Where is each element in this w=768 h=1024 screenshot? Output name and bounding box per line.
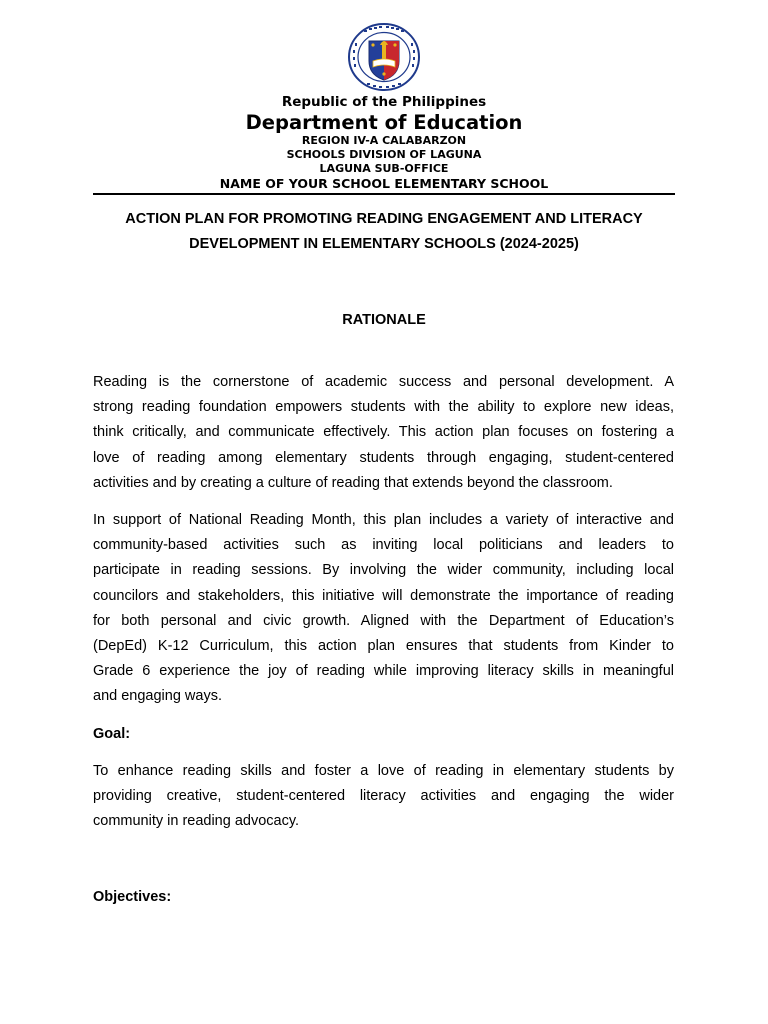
letterhead-republic: Republic of the Philippines (281, 94, 487, 110)
section-title-rationale: RATIONALE (342, 312, 426, 328)
paragraph-line: (DepEd) K-12 Curriculum, this action plan ensures that students from Kinder to (93, 637, 674, 654)
rationale-paragraph-1 (93, 370, 674, 496)
goal-heading: Goal: (93, 726, 131, 742)
paragraph-line: and engaging ways. (93, 688, 222, 705)
letterhead-school-name: NAME OF YOUR SCHOOL ELEMENTARY SCHOOL (219, 176, 549, 191)
letterhead-division: SCHOOLS DIVISION OF LAGUNA (286, 148, 482, 161)
paragraph-line: activities and by creating a culture of reading that extends beyond the classroom. (93, 474, 613, 491)
paragraph-line: for both personal and civic growth. Aligned with the Department of Education’s (93, 612, 674, 629)
paragraph-line: community in reading advocacy. (93, 813, 300, 830)
objectives-heading: Objectives: (93, 889, 172, 905)
paragraph-line: Reading is the cornerstone of academic success and personal development. A (93, 374, 674, 390)
paragraph-line: In support of National Reading Month, this plan includes a variety of interactive and (93, 512, 674, 528)
paragraph-line: providing creative, student-centered literacy activities and engaging the wider (93, 788, 674, 805)
deped-seal-logo (347, 23, 421, 91)
paragraph-line: community-based activities such as inviting local politicians and leaders to (93, 537, 674, 554)
paragraph-line: think critically, and communicate effectively. This action plan focuses on fostering a (93, 424, 674, 441)
paragraph-line: Grade 6 experience the joy of reading while improving literacy skills in meaningful (93, 663, 674, 680)
letterhead-divider (93, 193, 675, 195)
paragraph-line: councilors and stakeholders, this initiative will demonstrate the importance of reading (93, 587, 674, 604)
letterhead-region: REGION IV-A CALABARZON (301, 134, 467, 147)
paragraph-line: To enhance reading skills and foster a love of reading in elementary students by (93, 763, 674, 779)
goal-paragraph (93, 759, 674, 835)
letterhead-sub-office: LAGUNA SUB-OFFICE (319, 162, 449, 175)
document-title-line-2: DEVELOPMENT IN ELEMENTARY SCHOOLS (2024-2025) (189, 236, 579, 252)
letterhead-department: Department of Education (245, 111, 523, 134)
paragraph-line: love of reading among elementary students through engaging, student-centered (93, 449, 674, 466)
paragraph-line: strong reading foundation empowers students with the ability to explore new ideas, (93, 399, 674, 416)
rationale-paragraph-2 (93, 508, 674, 710)
paragraph-line: participate in reading sessions. By involving the wider community, including local (93, 562, 674, 579)
document-title-line-1: ACTION PLAN FOR PROMOTING READING ENGAGEMENT AND LITERACY (125, 211, 643, 227)
